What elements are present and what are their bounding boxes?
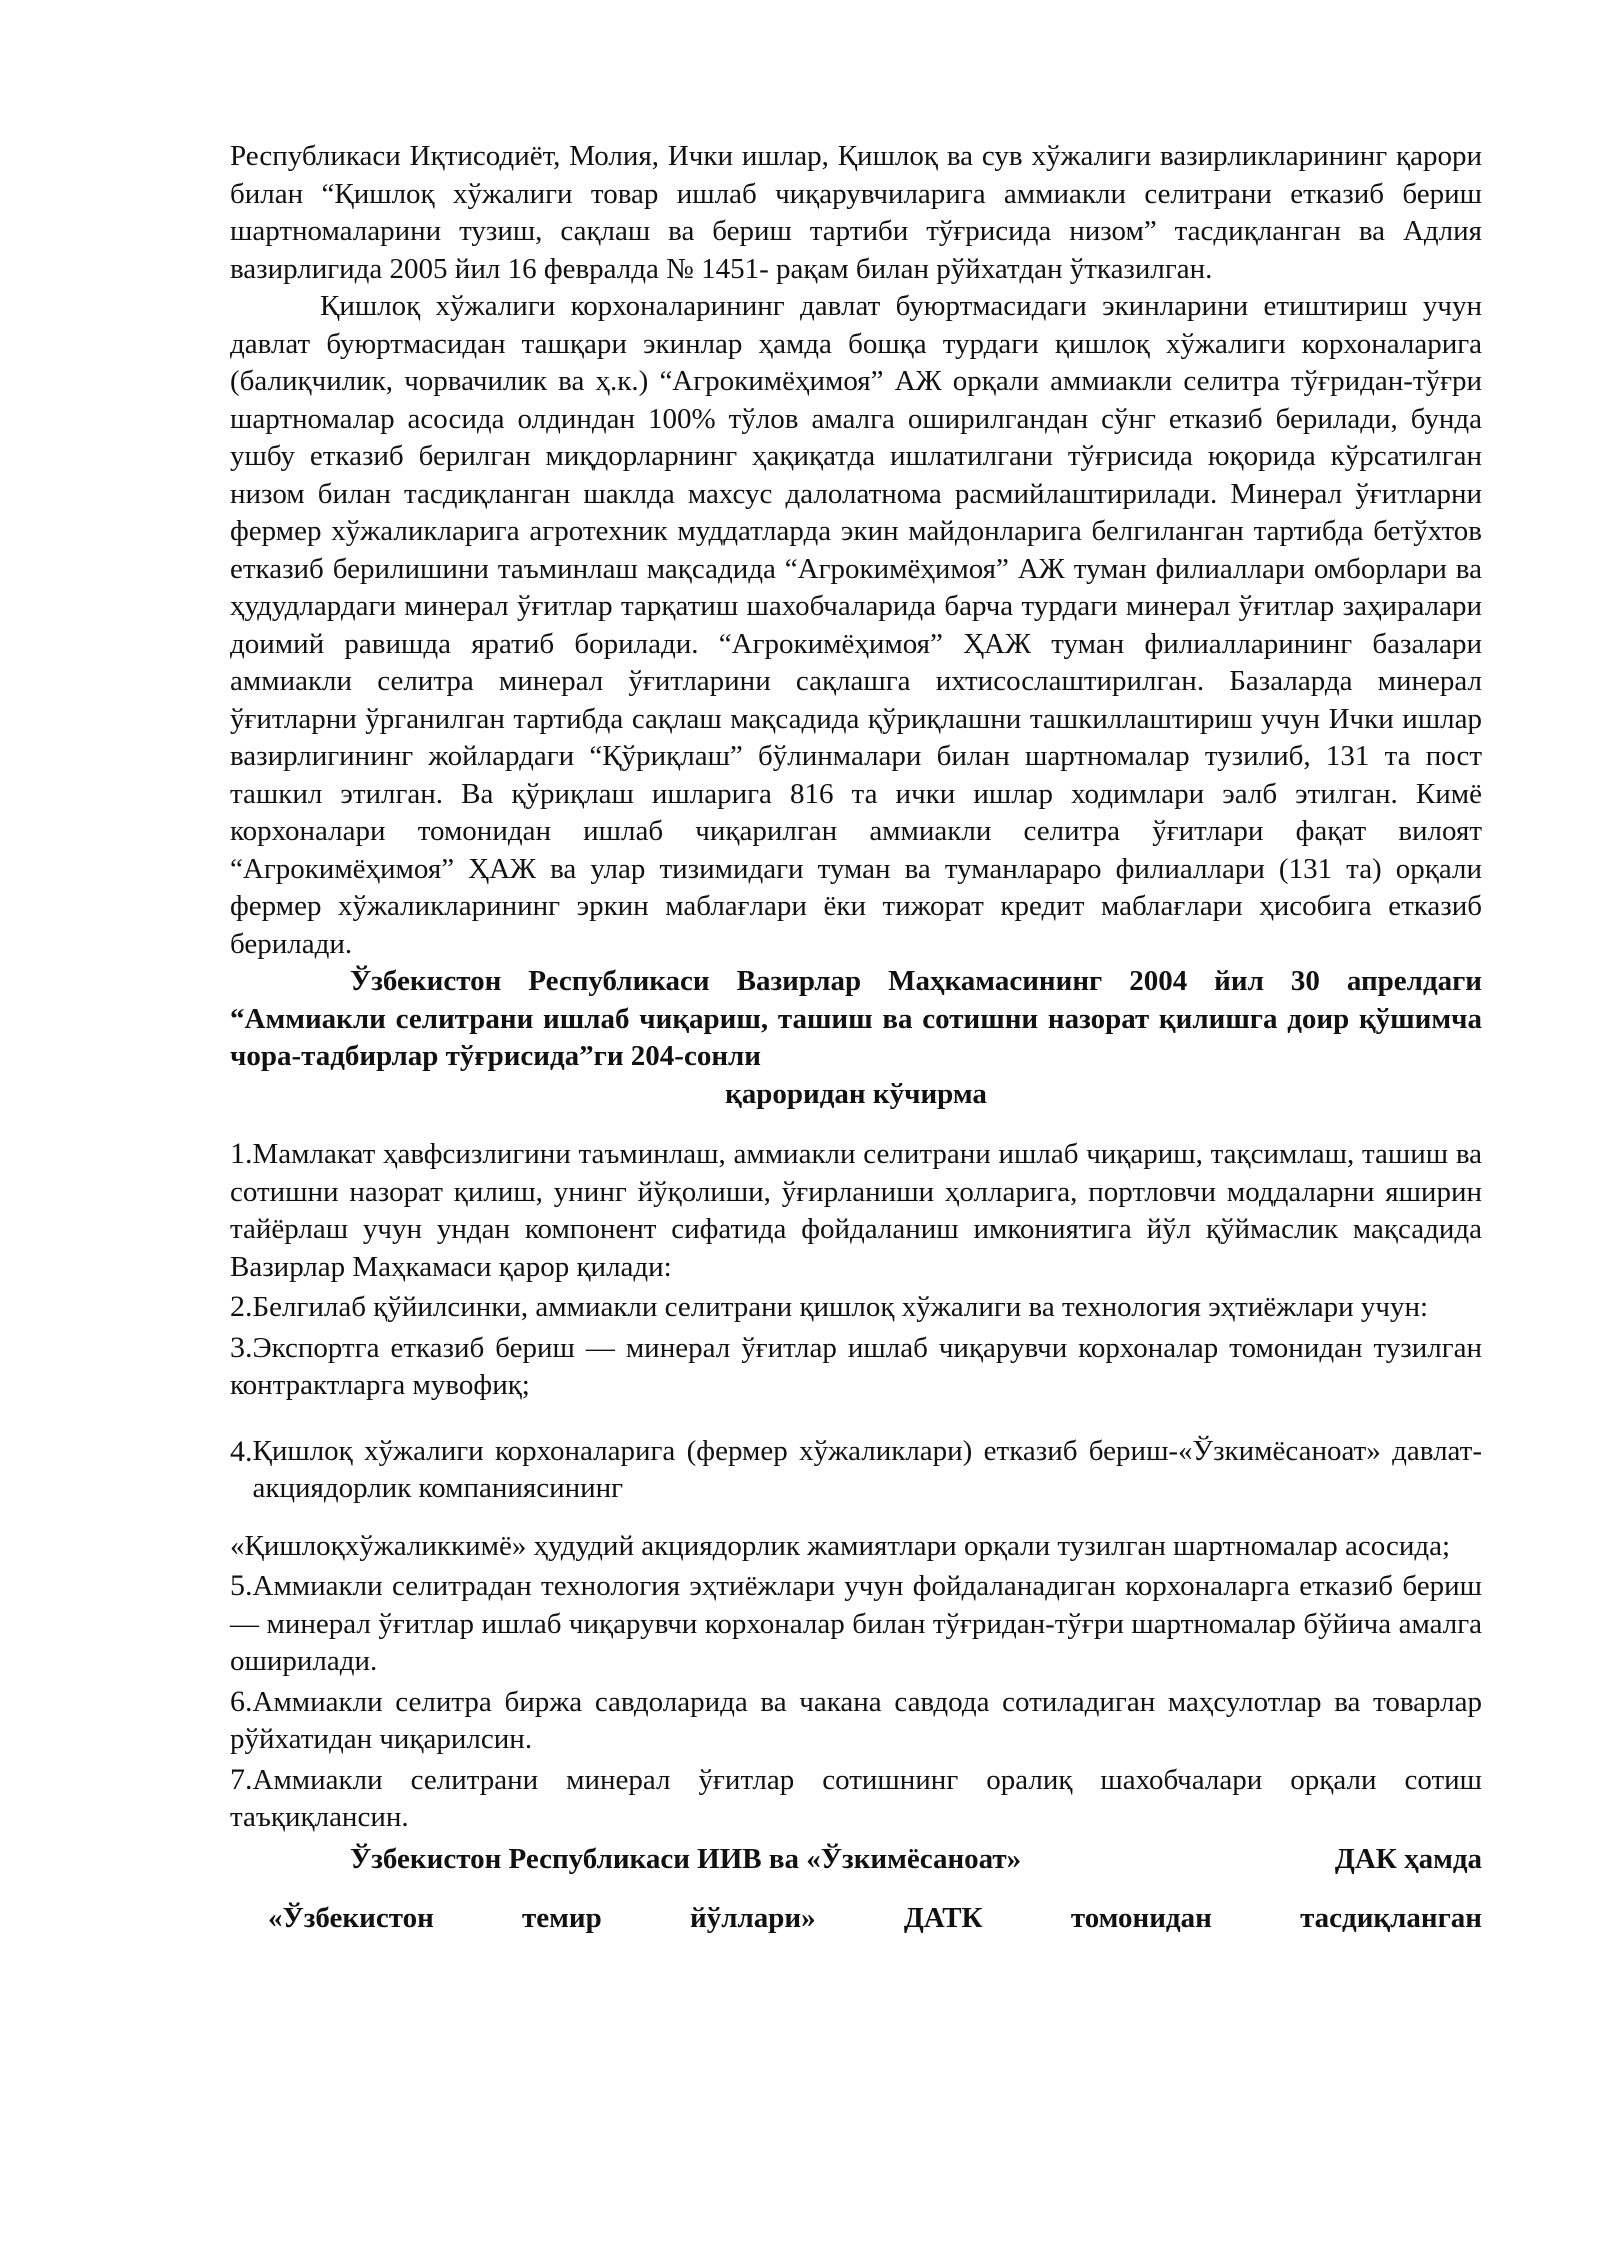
paragraph-2: Қишлоқ хўжалиги корхоналарининг давлат буюртмасидаги экинларини етиштириш учун давлат буюртмасидан ташқари экинлар ҳамда бошқа турдаги қишлоқ хўжалиги корхоналарига (балиқчилик, чорвачилик ва ҳ.к.) “Агрокимёҳимоя” АЖ орқали аммиакли селитра тўғридан-тўғри шартномалар асосида олдиндан 100% тўлов амалга оширилгандан сўнг етказиб берилади, бунда ушбу етказиб берилган миқдорларнинг ҳақиқатда ишлатилгани тўғрисида юқорида кўрсатилган низом билан тасдиқланган шаклда махсус далолатнома расмийлаштирилади. Минерал ўғитларни фермер хўжаликларига агротехник муддатларда экин майдонларига белгиланган тартибда бетўхтов етказиб берилишини таъминлаш мақсадида “Агрокимёҳимоя” АЖ туман филиаллари омборлари ва ҳудудлардаги минерал ўғитлар тарқатиш шахобчаларида барча турдаги минерал ўғитлар заҳиралари доимий равишда яратиб борилади. “Агрокимёҳимоя” ҲАЖ туман филиалларининг базалари аммиакли селитра минерал ўғитларини сақлашга ихтисослаштирилган. Базаларда минерал ўғитларни ўрганилган тартибда сақлаш мақсадида қўриқлашни ташкиллаштириш учун Ички ишлар вазирлигининг жойлардаги “Қўриқлаш” бўлинмалари билан шартномалар тузилиб, 131 та пост ташкил этилган. Ва қўриқлаш ишларига 816 та ички ишлар ходимлари эалб этилган. Кимё корхоналари томонидан ишлаб чиқарилган аммиакли селитра ўғитлари фақат вилоят “Агрокимёҳимоя” ҲАЖ ва улар тизимидаги туман ва туманлараро филиаллари (131 та) орқали фермер хўжаликларининг эркин маблағлари ёки тижорат кредит маблағлари ҳисобига етказиб берилади. [230, 290, 1482, 960]
list-item-6 [230, 1683, 1482, 1759]
list-item-2 [230, 1288, 1482, 1327]
list-text: Аммиакли селитрадан технология эҳтиёжлари учун фойдаланадиган корхоналарга етказиб бериш — минерал ўғитлар ишлаб чиқарувчи корхоналар билан тўғридан-тўғри шартномалар бўйича амалга оширилади. [230, 1570, 1482, 1677]
list-number: 6. [230, 1684, 253, 1718]
footer-word: тасдиқланган [1300, 1902, 1482, 1934]
footer-text: ДАК ҳамда [1334, 1842, 1482, 1875]
footer-word: томонидан [1070, 1902, 1212, 1934]
paragraph-1: Республикаси Иқтисодиёт, Молия, Ички ишлар, Қишлоқ ва сув хўжалиги вазирликларининг қарори билан “Қишлоқ хўжалиги товар ишлаб чиқарувчиларига аммиакли селитрани етказиб бериш шартномаларини тузиш, сақлаш ва бериш тартиби тўғрисида низом” тасдиқланган ва Адлия вазирлигида 2005 йил 16 февралда № 1451- рақам билан рўйхатдан ўтказилган. [230, 140, 1482, 285]
list-item-4 [230, 1433, 1482, 1508]
list-number: 4. [230, 1434, 253, 1468]
resolution-heading: Ўзбекистон Республикаси Вазирлар Маҳкамасининг 2004 йил 30 апрелдаги “Аммиакли селитрани ишлаб чиқариш, ташиш ва сотишни назорат қилишга доир қўшимча чора-тадбирлар тўғрисида”ги 204-сонли [230, 965, 1482, 1072]
resolution-subheading: қароридан кўчирма [725, 1077, 987, 1110]
list-text: Белгилаб қўйилсинки, аммиакли селитрани қишлоқ хўжалиги ва технология эҳтиёжлари учун: [252, 1291, 1429, 1323]
list-item-1 [230, 1135, 1482, 1286]
list-number: 7. [230, 1762, 253, 1796]
list-number: 5. [230, 1569, 253, 1602]
list-item-4-continuation: «Қишлоқхўжаликкимё» ҳудудий акциядорлик жамиятлари орқали тузилган шартномалар асосида; [230, 1529, 1451, 1562]
list-text: Мамлакат ҳавфсизлигини таъминлаш, аммиакли селитрани ишлаб чиқариш, тақсимлаш, ташиш ва сотишни назорат қилиш, унинг йўқолиши, ўғирланиши ҳолларига, портловчи моддаларни яширин тайёрлаш учун ундан компонент сифатида фойдаланиш имкониятига йўл қўймаслик мақсадида Вазирлар Маҳкамаси қарор қилади: [230, 1138, 1482, 1283]
list-item-5 [230, 1567, 1482, 1681]
footer-word: ДАТК [903, 1902, 983, 1934]
list-text: Экспортга етказиб бериш — минерал ўғитлар ишлаб чиқарувчи корхоналар томонидан тузилган контрактларга мувофиқ; [230, 1331, 1482, 1401]
list-text: Аммиакли селитрани минерал ўғитлар сотишнинг оралиқ шахобчалари орқали сотиш таъқиқлансин. [230, 1763, 1482, 1833]
list-item-3 [230, 1329, 1482, 1405]
footer-word: темир [522, 1902, 602, 1934]
numbered-list [230, 1135, 1482, 1837]
list-item-7 [230, 1761, 1482, 1837]
list-number: 1. [230, 1137, 253, 1170]
footer-text: Ўзбекистон Республикаси ИИВ ва «Ўзкимёсаноат» [350, 1842, 1022, 1875]
footer-word: «Ўзбекистон [268, 1902, 434, 1934]
list-text: Аммиакли селитра биржа савдоларида ва чакана савдода сотиладиган маҳсулотлар ва товарлар рўйхатидан чиқарилсин. [230, 1685, 1482, 1755]
footer-word: йўллари» [690, 1902, 816, 1934]
list-text: Қишлоқ хўжалиги корхоналарига (фермер хўжаликлари) етказиб бериш-«Ўзкимёсаноат» давлат-акциядорлик компаниясининг [252, 1434, 1482, 1504]
footer-heading-line-1 [230, 1841, 1482, 1879]
footer-heading-line-2 [230, 1900, 1482, 1938]
list-number: 2. [230, 1290, 253, 1323]
list-number: 3. [230, 1330, 253, 1364]
